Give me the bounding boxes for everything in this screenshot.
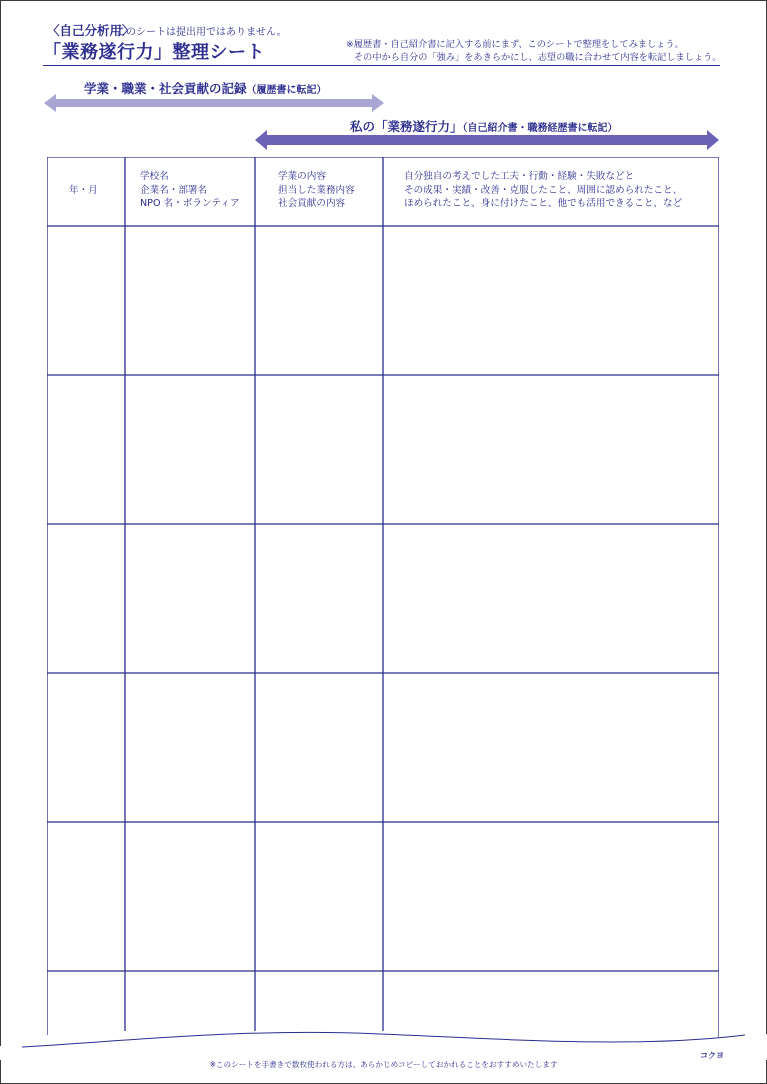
header-content-line-2: 担当した業務内容 xyxy=(278,184,355,196)
header-strengths-line-3: ほめられたこと、身に付けたこと、他でも活用できること、など xyxy=(404,198,683,209)
header-content-line-1: 学業の内容 xyxy=(278,171,326,182)
header-content-line-3: 社会貢献の内容 xyxy=(278,198,346,209)
header-tag: 〈自己分析用〉 xyxy=(47,23,135,38)
brand-logo: コクヨ xyxy=(700,1051,724,1060)
header-strengths-line-2: その成果・実績・改善・克服したこと、周囲に認められたこと、 xyxy=(404,184,683,196)
table-lines xyxy=(47,157,719,1047)
header-instructions xyxy=(346,38,722,64)
header-org-line-1: 学校名 xyxy=(140,171,169,182)
header-strengths xyxy=(404,170,682,211)
mine-double-arrow xyxy=(255,130,721,150)
header-org-line-2: 企業名・部署名 xyxy=(140,184,208,196)
record-label: 学業・職業・社会貢献の記録 xyxy=(84,81,247,96)
record-table xyxy=(47,157,719,1047)
header-content xyxy=(278,170,355,211)
mine-sub: （自己紹介書・職務経歴書に転記） xyxy=(462,123,618,134)
page-title: 「業務遂行力」整理シート xyxy=(43,42,265,63)
wave-cutoff xyxy=(0,1020,767,1060)
instruction-line-2: その中から自分の「強み」をあきらかにし、志望の職に合わせて内容を転記しましょう。 xyxy=(354,52,722,63)
header-note: このシートは提出用ではありません。 xyxy=(116,27,287,38)
header-strengths-line-1: 自分独自の考えでした工夫・行動・経験・失敗などと xyxy=(404,171,635,182)
header-year-month: 年・月 xyxy=(69,185,98,196)
record-double-arrow xyxy=(44,94,386,112)
footer-note: ※このシートを手書きで数枚使われる方は、あらかじめコピーしておかれることをおすすめいたします xyxy=(209,1060,558,1069)
header-rule xyxy=(43,65,720,66)
record-sub: （履歴書に転記） xyxy=(246,85,327,96)
mine-label: 私の「業務遂行力」 xyxy=(350,119,463,134)
header-org-line-3: NPO 名・ボランティア xyxy=(140,198,240,209)
instruction-line-1: ※履歴書・自己紹介書に記入する前にまず、このシートで整理をしてみましょう。 xyxy=(346,39,684,50)
header-organization xyxy=(140,170,240,211)
